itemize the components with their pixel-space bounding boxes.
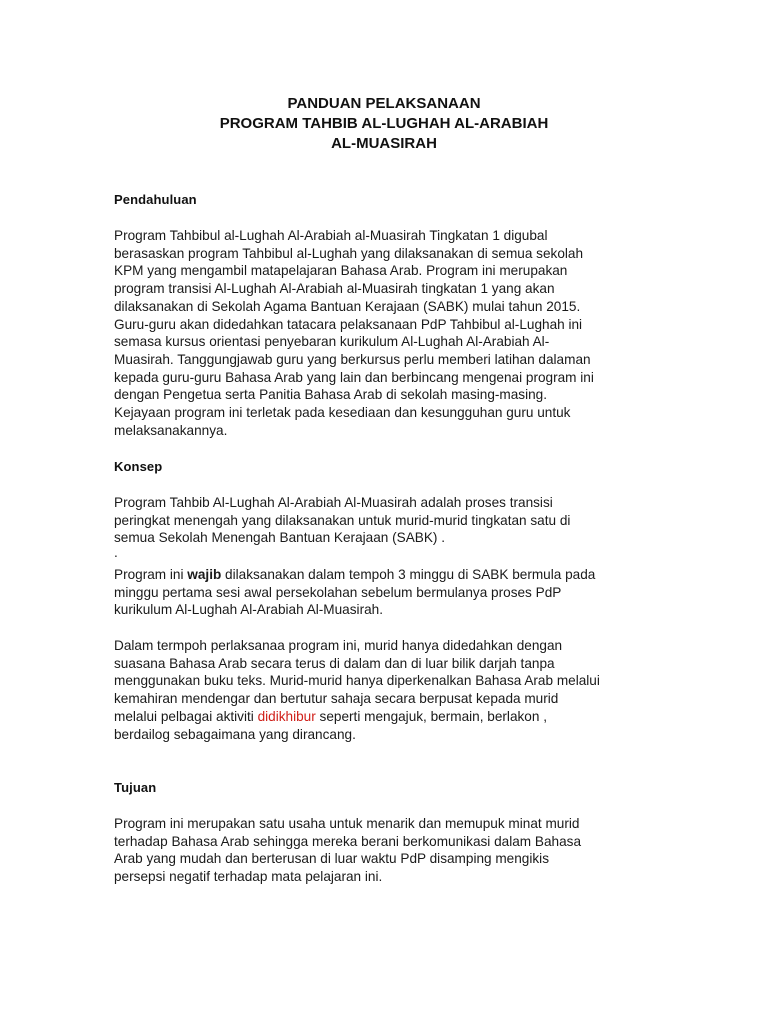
text-line: Arab yang mudah dan berterusan di luar waktu PdP disamping mengikis: [114, 851, 549, 867]
konsep-paragraph-3: [114, 637, 674, 743]
konsep-paragraph-1: [114, 494, 674, 559]
section-heading-konsep: Konsep: [114, 459, 163, 474]
text-line: kurikulum Al-Lughah Al-Arabiah Al-Muasirah.: [114, 602, 383, 618]
text-line: Muasirah. Tanggungjawab guru yang berkursus perlu memberi latihan dalaman: [114, 351, 591, 367]
title-line: PANDUAN PELAKSANAAN: [287, 95, 481, 112]
text-line: semua Sekolah Menengah Bantuan Kerajaan (SABK) .: [114, 530, 445, 546]
text-line: [114, 566, 674, 584]
text-run: Program ini: [114, 567, 188, 582]
text-line: menggunakan buku teks. Murid-murid hanya diperkenalkan Bahasa Arab melalui: [114, 673, 600, 689]
text-run: seperti mengajuk, bermain, berlakon ,: [315, 708, 547, 724]
tujuan-paragraph: [114, 815, 674, 886]
text-line: KPM yang mengambil matapelajaran Bahasa Arab. Program ini merupakan: [114, 263, 568, 279]
text-line: berasaskan program Tahbibul al-Lughah yang dilaksanakan di semua sekolah: [114, 245, 584, 261]
section-heading-tujuan: Tujuan: [114, 780, 157, 795]
text-line: berdailog sebagaimana yang dirancang.: [114, 726, 356, 742]
text-line: terhadap Bahasa Arab sehingga mereka berani berkomunikasi dalam Bahasa: [114, 833, 582, 849]
text-line: peringkat menengah yang dilaksanakan untuk murid-murid tingkatan satu di: [114, 512, 571, 528]
text-line: kepada guru-guru Bahasa Arab yang lain dan berbincang mengenai program ini: [114, 369, 594, 385]
document-title: [0, 94, 768, 154]
text-run: dilaksanakan dalam tempoh 3 minggu di SABK bermula pada: [221, 567, 596, 582]
text-line: semasa kursus orientasi penyebaran kurikulum Al-Lughah Al-Arabiah Al-: [114, 334, 550, 350]
text-line: program transisi Al-Lughah Al-Arabiah al-Muasirah tingkatan 1 yang akan: [114, 281, 555, 297]
text-line: suasana Bahasa Arab secara terus di dalam dan di luar bilik darjah tanpa: [114, 655, 555, 671]
text-line: persepsi negatif terhadap mata pelajaran ini.: [114, 869, 383, 885]
text-line: Kejayaan program ini terletak pada kesediaan dan kesungguhan guru untuk: [114, 405, 571, 421]
text-line: dengan Pengetua serta Panitia Bahasa Arab di sekolah masing-masing.: [114, 387, 548, 403]
text-run: melalui pelbagai aktiviti: [114, 708, 258, 724]
text-line: kemahiran mendengar dan bertutur sahaja secara berpusat kepada murid: [114, 691, 559, 707]
text-line: Program Tahbibul al-Lughah Al-Arabiah al-Muasirah Tingkatan 1 digubal: [114, 228, 548, 243]
text-line: [114, 708, 674, 726]
text-line: dilaksanakan di Sekolah Agama Bantuan Kerajaan (SABK) mulai tahun 2015.: [114, 298, 581, 314]
konsep-paragraph-2: [114, 566, 674, 619]
text-line: Guru-guru akan didedahkan tatacara pelaksanaan PdP Tahbibul al-Lughah ini: [114, 316, 583, 332]
title-line: PROGRAM TAHBIB AL-LUGHAH AL-ARABIAH: [219, 115, 549, 132]
pendahuluan-paragraph: [114, 227, 674, 439]
text-line: Program Tahbib Al-Lughah Al-Arabiah Al-Muasirah adalah proses transisi: [114, 495, 553, 510]
section-heading-pendahuluan: Pendahuluan: [114, 192, 197, 207]
text-line: Program ini merupakan satu usaha untuk menarik dan memupuk minat murid: [114, 816, 580, 831]
text-line: melaksanakannya.: [114, 422, 228, 438]
highlighted-word: didikhibur: [257, 708, 316, 724]
emphasis-text: wajib: [187, 567, 222, 582]
text-line: Dalam termpoh perlaksanaa program ini, murid hanya didedahkan dengan: [114, 638, 563, 653]
title-line: AL-MUASIRAH: [331, 135, 437, 152]
text-line: minggu pertama sesi awal persekolahan sebelum bermulanya proses PdP: [114, 584, 562, 600]
text-line: .: [114, 545, 118, 561]
